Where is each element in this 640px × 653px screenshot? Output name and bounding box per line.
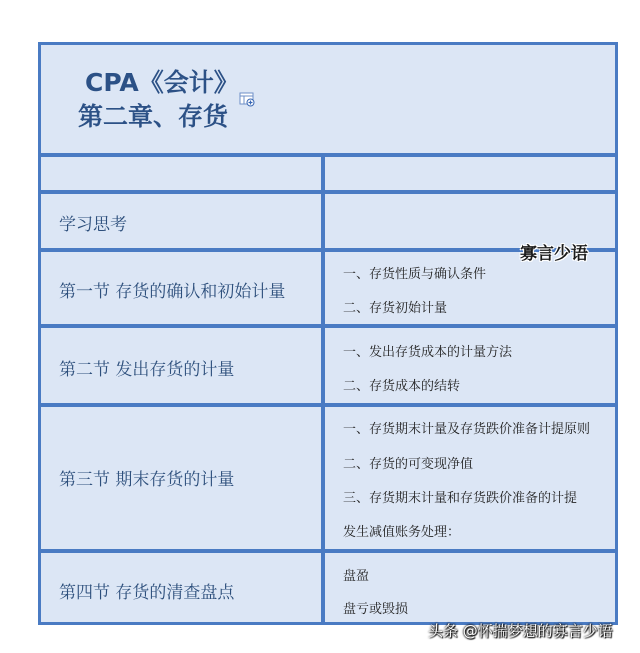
row-label: 第四节 存货的清查盘点: [59, 583, 235, 603]
row-5-left-cell: [41, 553, 321, 622]
row-label: 第二节 发出存货的计量: [59, 360, 235, 380]
title-line-1: CPA《会计》: [85, 68, 239, 97]
row-4-right-cell: [325, 407, 615, 549]
list-item: 盘亏或毁损: [343, 602, 409, 617]
list-item: 二、存货成本的结转: [343, 379, 461, 394]
row-0-right-cell: [325, 157, 615, 190]
title-cell: [41, 45, 615, 153]
list-item: 二、存货初始计量: [343, 301, 448, 316]
row-label: 第一节 存货的确认和初始计量: [59, 282, 286, 302]
row-0-left-cell: [41, 157, 321, 190]
row-label: 第三节 期末存货的计量: [59, 470, 235, 490]
list-item: 一、存货期末计量及存货跌价准备计提原则: [343, 422, 591, 437]
list-item: 一、发出存货成本的计量方法: [343, 345, 513, 360]
list-item: 发生减值账务处理：: [343, 525, 461, 540]
row-4-left-cell: [41, 407, 321, 549]
list-item: 盘盈: [343, 569, 370, 584]
row-3-right-cell: [325, 328, 615, 403]
edit-table-icon[interactable]: [239, 91, 255, 107]
row-1-left-cell: [41, 194, 321, 248]
row-label: 学习思考: [59, 215, 127, 235]
row-2-left-cell: [41, 252, 321, 324]
row-3-left-cell: [41, 328, 321, 403]
brand-overlay-text: 寡言少语: [520, 244, 588, 264]
row-5-right-cell: [325, 553, 615, 622]
list-item: 二、存货的可变现净值: [343, 457, 474, 472]
list-item: 一、存货性质与确认条件: [343, 267, 487, 282]
title-line-2: 第二章、存货: [78, 102, 229, 131]
watermark-text: 头条 @怀揣梦想的寡言少语: [428, 622, 613, 640]
list-item: 三、存货期末计量和存货跌价准备的计提: [343, 491, 578, 506]
